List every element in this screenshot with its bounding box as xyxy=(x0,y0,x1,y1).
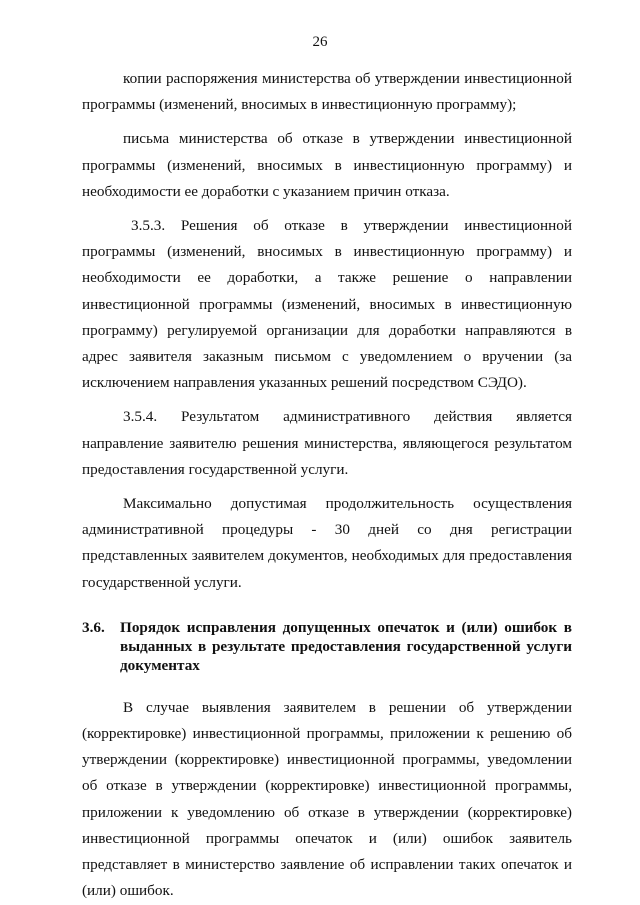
page-content xyxy=(82,66,572,904)
paragraph-3-5-4: 3.5.4. Результатом административного действия является направление заявителю решения министерства, являющегося результатом предоставления государственной услуги. xyxy=(82,408,572,478)
page-number: 26 xyxy=(312,34,328,50)
paragraph-refusal-letter: письма министерства об отказе в утверждении инвестиционной программы (изменений, вносимых в инвестиционную программу) и необходимости ее доработки с указанием причин отказа. xyxy=(82,130,572,200)
section-heading-3-6 xyxy=(82,618,572,675)
section-title: Порядок исправления допущенных опечаток и (или) ошибок в выданных в результате предоставления государственной услуги документах xyxy=(120,618,572,674)
section-number: 3.6. xyxy=(82,618,105,636)
paragraph-3-5-3: 3.5.3. Решения об отказе в утверждении инвестиционной программы (изменений, вносимых в инвестиционную программу) и необходимости ее доработки, а также решение о направлении инвестиционной программы (изменений, вносимых в инвестиционную программу) регулируемой организации для доработки направляются в адрес заявителя заказным письмом с уведомлением о вручении (за исключением направления указанных решений посредством СЭДО). xyxy=(82,217,572,392)
paragraph-order-copy: копии распоряжения министерства об утверждении инвестиционной программы (изменений, вносимых в инвестиционную программу); xyxy=(82,70,572,114)
paragraph-max-duration: Максимально допустимая продолжительность осуществления административной процедуры - 30 дней со дня регистрации представленных заявителем документов, необходимых для предоставления государственной услуги. xyxy=(82,495,572,591)
paragraph-error-correction: В случае выявления заявителем в решении об утверждении (корректировке) инвестиционной программы, приложении к решению об утверждении (корректировке) инвестиционной программы, уведомлении об отказе в утверждении (корректировке) инвестиционной программы, приложении к уведомлению об отказе в утверждении (корректировке) инвестиционной программы опечаток и (или) ошибок заявитель представляет в министерство заявление об исправлении таких опечаток и (или) ошибок. xyxy=(82,698,572,900)
